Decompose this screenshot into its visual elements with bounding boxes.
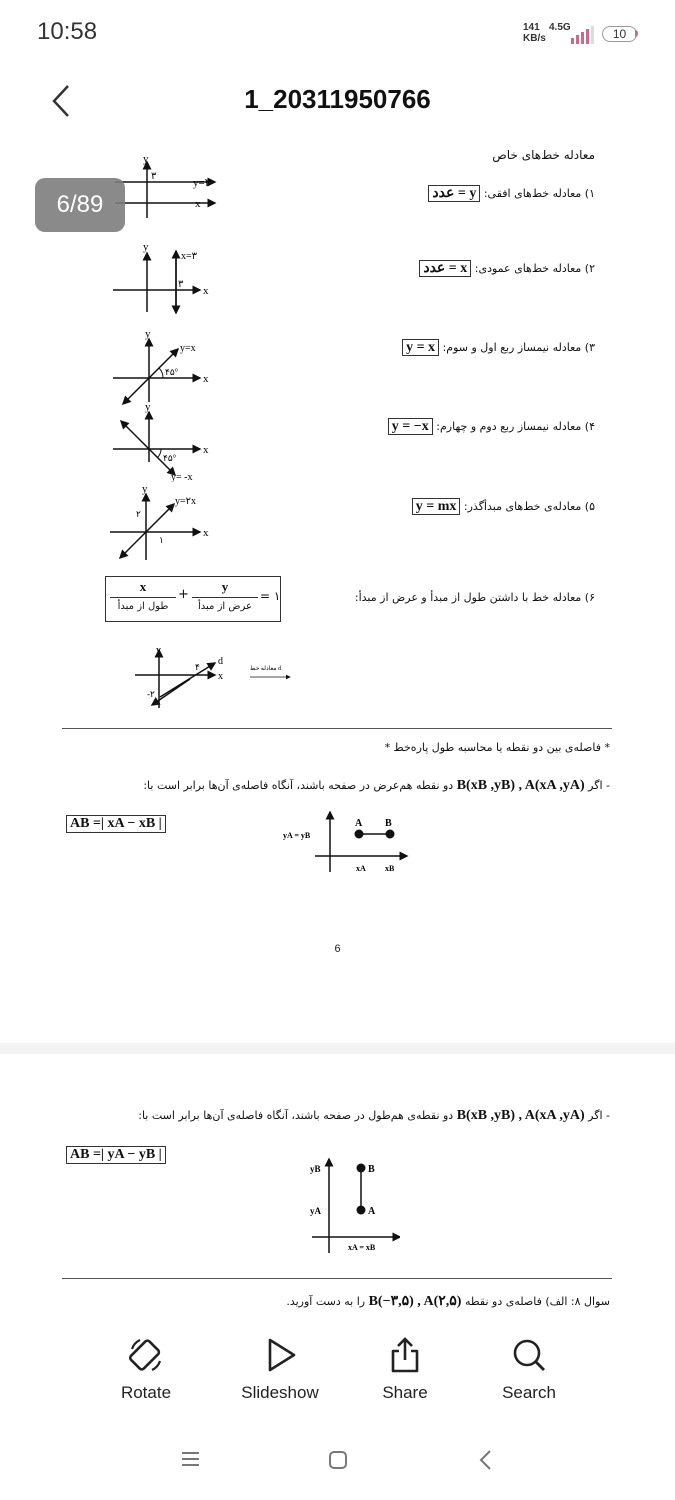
point-a2	[357, 1206, 366, 1215]
case2-xlabel: xA = xB	[348, 1243, 376, 1252]
case1-points: B(xB ,yB) , A(xA ,yA)	[456, 778, 585, 793]
item-3	[402, 340, 595, 356]
item-6	[355, 591, 595, 604]
item-6-text: معادله خط با داشتن طول از مبدأ و عرض از مبدأ:	[354, 591, 582, 604]
question-divider	[62, 1278, 612, 1279]
question-end: را به دست آورید.	[286, 1295, 366, 1308]
battery-tip	[635, 30, 638, 37]
g4-y-label: y	[145, 401, 151, 413]
item-5-num: ۵)	[584, 500, 595, 513]
page-indicator: 6/89	[35, 178, 125, 232]
g2-tick: ۳	[178, 279, 184, 290]
intercept-formula	[105, 576, 281, 622]
document-title: 1_20311950766	[244, 84, 431, 114]
item-2	[419, 260, 595, 277]
item-4-num: ۴)	[584, 420, 595, 433]
share-button[interactable]	[355, 1335, 455, 1403]
case1-graph	[275, 808, 415, 878]
rotate-icon	[126, 1335, 166, 1375]
g5-tick-x: ۱	[159, 535, 164, 545]
case2-formula: AB =| yA − yB |	[66, 1146, 166, 1164]
case2-text: دو نقطه‌ی هم‌طول در صفحه باشند، آنگاه فاصله‌ی آن‌ها برابر است با:	[138, 1109, 454, 1122]
g6-y-label: y	[156, 645, 161, 656]
rotate-label: Rotate	[120, 1383, 172, 1402]
g5-y-label: y	[142, 483, 148, 495]
g1-y-label: y	[143, 153, 149, 165]
g5-x-label: x	[203, 527, 209, 539]
graph-origin-line	[105, 482, 225, 562]
search-label: Search	[502, 1383, 556, 1402]
item-2-formula: x = عدد	[419, 260, 471, 277]
g6-x-label: x	[218, 671, 223, 682]
case2-yb: yB	[310, 1164, 321, 1174]
play-icon	[260, 1335, 300, 1375]
g4-line-label: y= -x	[171, 472, 193, 482]
point-b	[386, 830, 395, 839]
fraction-x-denominator: طول از مبدأ	[117, 601, 169, 612]
case2-prefix: - اگر	[588, 1109, 610, 1122]
graph-vertical-line	[105, 237, 225, 317]
item-2-text: معادله خط‌های عمودی:	[474, 262, 582, 275]
case2-label-b: B	[368, 1164, 375, 1175]
item-1-formula: y = عدد	[428, 185, 480, 202]
section-divider	[62, 728, 612, 729]
g3-line-label: y=x	[180, 343, 196, 354]
status-icons	[523, 22, 643, 48]
case2-graph	[300, 1155, 400, 1255]
fraction-y-bar	[192, 597, 258, 598]
case1-text: دو نقطه هم‌عرض در صفحه باشند، آنگاه فاصله‌ی آن‌ها برابر است با:	[143, 779, 454, 792]
case1-label-a: A	[355, 818, 363, 829]
menu-icon[interactable]	[181, 1450, 201, 1468]
network-speed-value: 141	[523, 22, 540, 33]
g6-tick-x: ۴	[195, 662, 200, 672]
case1-prefix: - اگر	[588, 779, 610, 792]
item-5	[412, 499, 595, 515]
g2-x-label: x	[203, 285, 209, 297]
case1-xb: xB	[385, 864, 395, 873]
item-1	[428, 185, 595, 202]
graph-intercept-line	[130, 642, 305, 710]
home-icon[interactable]	[328, 1450, 348, 1470]
fraction-y-numerator: y	[221, 579, 229, 594]
network-speed-unit: KB/s	[523, 33, 546, 44]
g3-y-label: y	[145, 328, 151, 340]
page-separator	[0, 1043, 675, 1054]
item-4-text: معادله نیمساز ربع دوم و چهارم:	[436, 420, 582, 433]
g4-x-label: x	[203, 444, 209, 456]
item-5-text: معادله‌ی خط‌های مبدأگذر:	[463, 500, 582, 513]
item-2-num: ۲)	[584, 262, 595, 275]
rotate-button[interactable]	[96, 1335, 196, 1403]
case1-xa: xA	[356, 864, 366, 873]
equals-one: = ۱	[260, 589, 281, 603]
case2-sentence	[138, 1108, 610, 1124]
case1-ylabel: yA = yB	[283, 831, 311, 840]
fraction-y-denominator: عرض از مبدأ	[198, 601, 252, 612]
g2-y-label: y	[143, 241, 149, 253]
graph-bisector-2-4	[105, 400, 225, 482]
network-type: 4.5G	[549, 22, 571, 33]
point-b2	[357, 1164, 366, 1173]
share-label: Share	[382, 1383, 428, 1402]
fraction-x-numerator: x	[139, 579, 147, 594]
item-3-text: معادله نیمساز ربع اول و سوم:	[442, 341, 582, 354]
g6-arrow-label: معادله خط d	[250, 666, 282, 672]
g5-line-label: y=۲x	[175, 496, 197, 507]
search-icon	[509, 1335, 549, 1375]
g1-x-label: x	[195, 198, 201, 210]
battery-indicator: 10	[602, 26, 637, 42]
item-3-formula: y = x	[402, 339, 439, 356]
question-text: سوال ۸: الف) فاصله‌ی دو نقطه	[464, 1295, 610, 1308]
item-4	[388, 419, 595, 435]
distance-section-title: * فاصله‌ی بین دو نقطه یا محاسبه طول پاره‌خط *	[384, 741, 610, 754]
slideshow-label: Slideshow	[241, 1383, 319, 1402]
item-3-num: ۳)	[584, 341, 595, 354]
signal-icon	[567, 26, 595, 44]
graph-bisector-1-3	[105, 327, 225, 407]
case1-sentence	[143, 778, 610, 794]
fraction-x-bar	[110, 597, 176, 598]
item-4-formula: y = −x	[388, 418, 433, 435]
item-6-num: ۶)	[584, 591, 595, 604]
g2-line-label: x=۳	[181, 251, 198, 262]
point-a	[355, 830, 364, 839]
share-icon	[385, 1335, 425, 1375]
g3-x-label: x	[203, 373, 209, 385]
g6-tick-y: -۲	[147, 689, 155, 699]
case1-label-b: B	[385, 818, 392, 829]
search-button[interactable]	[479, 1335, 579, 1403]
case2-points: B(xB ,yB) , A(xA ,yA)	[456, 1108, 585, 1123]
g1-tick: ۳	[151, 171, 157, 182]
network-speed	[523, 22, 546, 44]
item-5-formula: y = mx	[412, 498, 461, 515]
plus-sign: +	[178, 587, 189, 602]
g4-angle: ۴۵°	[163, 453, 177, 463]
question-points: B(−۳,۵) , A(۲,۵)	[368, 1294, 462, 1309]
g1-line-label: y=۳	[193, 177, 211, 189]
g5-tick-y: ۲	[136, 509, 141, 519]
section-heading: معادله خط‌های خاص	[492, 148, 595, 162]
question-8	[286, 1293, 610, 1310]
case2-ya: yA	[310, 1206, 321, 1216]
item-1-num: ۱)	[584, 187, 595, 200]
item-1-text: معادله خط‌های افقی:	[483, 187, 582, 200]
back-icon[interactable]	[478, 1449, 494, 1471]
slideshow-button[interactable]	[230, 1335, 330, 1403]
g6-line-label: d	[218, 656, 223, 667]
page-number: 6	[334, 943, 341, 955]
case2-label-a: A	[368, 1206, 376, 1217]
g3-angle: ۴۵°	[165, 367, 179, 377]
case1-formula: AB =| xA − xB |	[66, 815, 166, 833]
status-time: 10:58	[37, 18, 98, 45]
